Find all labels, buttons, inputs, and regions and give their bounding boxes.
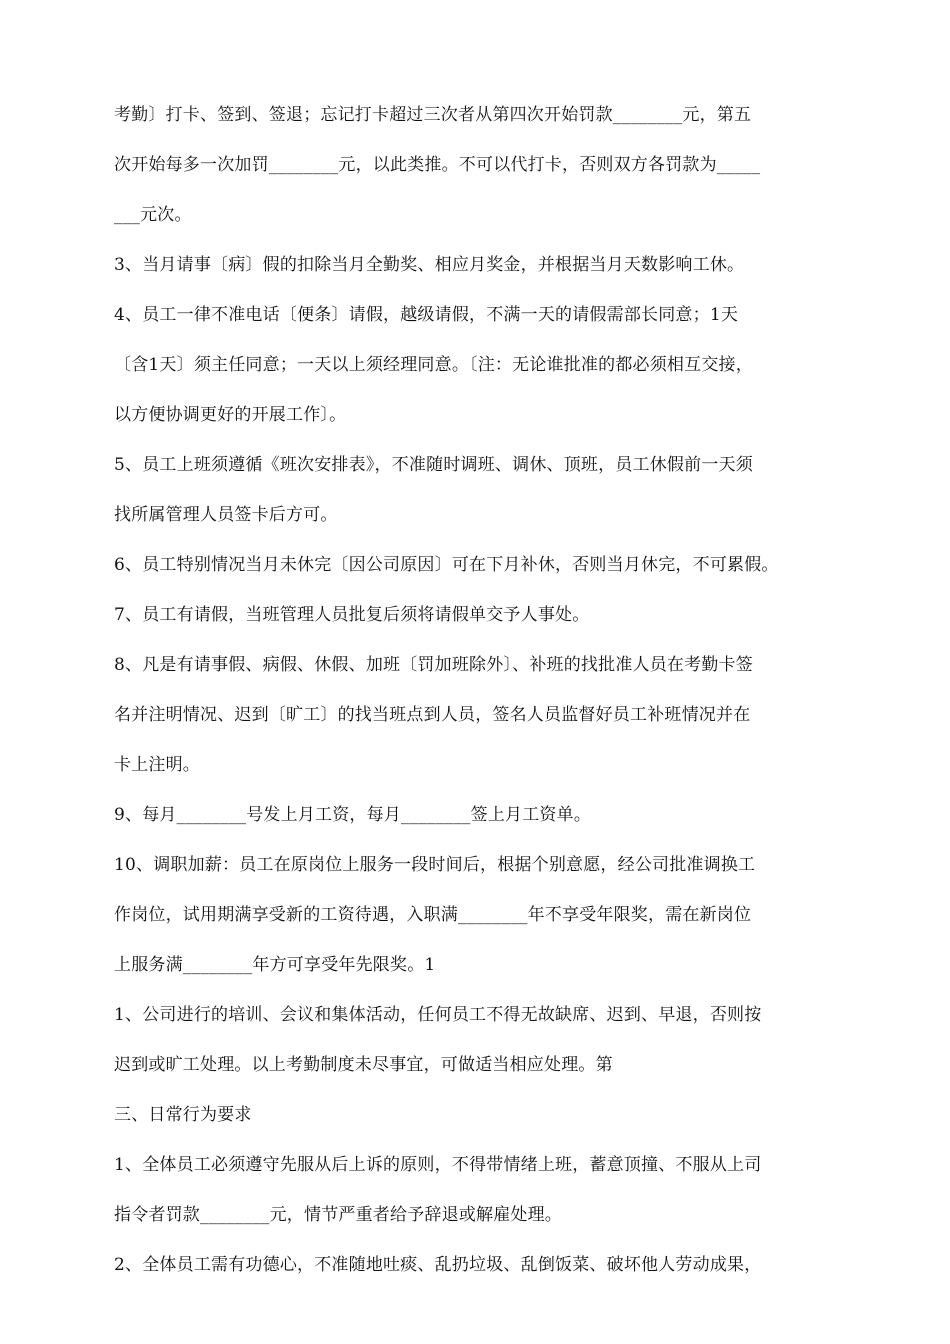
text-line: 考勤〕打卡、签到、签退；忘记打卡超过三次者从第四次开始罚款________元，第五 (114, 105, 752, 125)
text-line: 8、凡是有请事假、病假、休假、加班〔罚加班除外〕、补班的找批准人员在考勤卡签 (114, 655, 753, 675)
text-line: 9、每月________号发上月工资，每月________签上月工资单。 (114, 805, 592, 825)
text-line: 7、员工有请假，当班管理人员批复后须将请假单交予人事处。 (114, 605, 590, 625)
text-line: 4、员工一律不准电话〔便条〕请假，越级请假，不满一天的请假需部长同意；1天 (114, 305, 739, 325)
text-line: 5、员工上班须遵循《班次安排表》，不准随时调班、调休、顶班，员工休假前一天须 (114, 455, 753, 475)
text-line: 6、员工特别情况当月未休完〔因公司原因〕可在下月补休，否则当月休完，不可累假。 (114, 555, 779, 575)
text-line: 3、当月请事〔病〕假的扣除当月全勤奖、相应月奖金，并根据当月天数影响工休。 (114, 255, 745, 275)
text-line: 1、公司进行的培训、会议和集体活动，任何员工不得无故缺席、迟到、早退，否则按 (114, 1005, 762, 1025)
text-line: ___元次。 (114, 205, 192, 225)
text-line: 〔含1天〕须主任同意；一天以上须经理同意。〔注：无论谁批准的都必须相互交接， (114, 355, 753, 375)
text-line: 指令者罚款________元，情节严重者给予辞退或解雇处理。 (114, 1205, 562, 1225)
text-line: 卡上注明。 (114, 755, 200, 775)
text-line: 以方便协调更好的开展工作〕。 (114, 405, 347, 425)
text-line: 10、调职加薪：员工在原岗位上服务一段时间后，根据个别意愿，经公司批准调换工 (114, 855, 756, 875)
section-heading: 三、日常行为要求 (114, 1105, 252, 1125)
text-line: 次开始每多一次加罚________元，以此类推。不可以代打卡，否则双方各罚款为_____ (114, 155, 761, 175)
text-line: 名并注明情况、迟到〔旷工〕的找当班点到人员，签名人员监督好员工补班情况并在 (114, 705, 751, 725)
text-line: 上服务满________年方可享受年先限奖。1 (114, 955, 436, 975)
text-line: 作岗位，试用期满享受新的工资待遇，入职满________年不享受年限奖，需在新岗位 (114, 905, 752, 925)
text-line: 1、全体员工必须遵守先服从后上诉的原则，不得带情绪上班，蓄意顶撞、不服从上司 (114, 1155, 762, 1175)
text-line: 迟到或旷工处理。以上考勤制度未尽事宜，可做适当相应处理。第 (114, 1055, 613, 1075)
text-line: 找所属管理人员签卡后方可。 (114, 505, 338, 525)
text-line: 2、全体员工需有功德心，不准随地吐痰、乱扔垃圾、乱倒饭菜、破坏他人劳动成果， (114, 1255, 762, 1275)
